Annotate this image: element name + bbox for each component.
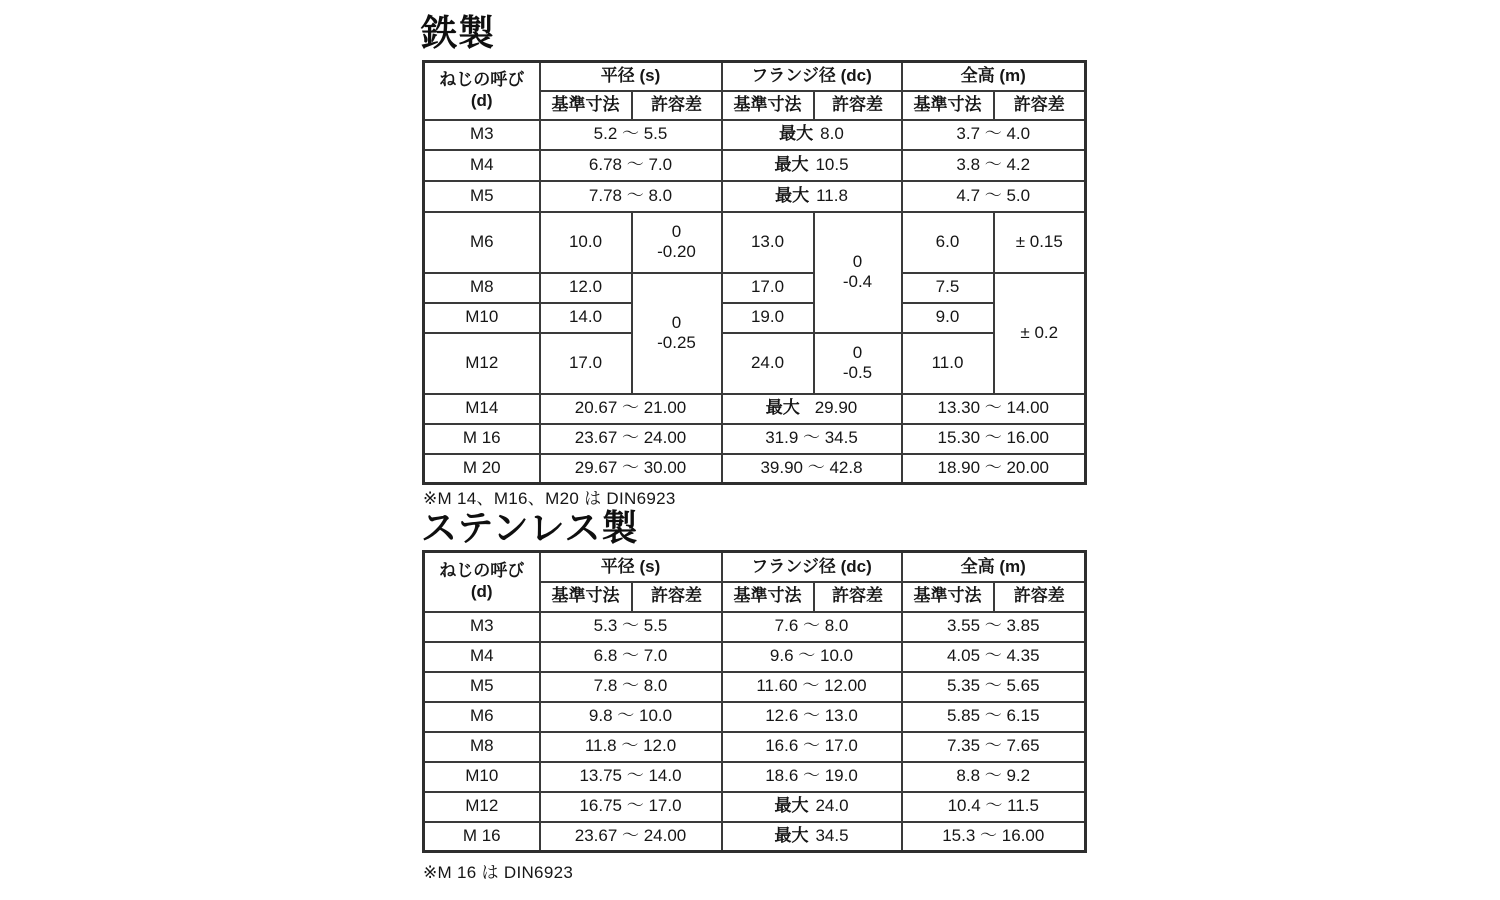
cell-s-basic: 14.0 <box>540 303 632 333</box>
cell-dc-range: 39.90 ～ 42.8 <box>722 454 902 484</box>
header-dc-tol: 許容差 <box>814 582 902 612</box>
cell-dc-range: 12.6 ～ 13.0 <box>722 702 902 732</box>
cell-thread-size: M10 <box>424 303 540 333</box>
cell-dc-range: 11.60 ～ 12.00 <box>722 672 902 702</box>
cell-thread-size: M 16 <box>424 822 540 852</box>
table-row-m8 <box>424 273 1086 303</box>
header-m-group: 全高 (m) <box>902 552 1086 582</box>
cell-dc-range: 31.9 ～ 34.5 <box>722 424 902 454</box>
header-s-basic: 基準寸法 <box>540 91 632 120</box>
cell-dc-tol-merged: 0 -0.4 <box>814 212 902 333</box>
table-row-m5 <box>424 181 1086 212</box>
cell-m-range: 5.35 ～ 5.65 <box>902 672 1086 702</box>
cell-m-range: 8.8 ～ 9.2 <box>902 762 1086 792</box>
header-dc-basic: 基準寸法 <box>722 91 814 120</box>
cell-s-range: 29.67 ～ 30.00 <box>540 454 722 484</box>
cell-dc-basic: 17.0 <box>722 273 814 303</box>
iron-header-row-1 <box>424 62 1086 91</box>
header-m-basic: 基準寸法 <box>902 582 994 612</box>
table-row-m16 <box>424 822 1086 852</box>
table-row-m10 <box>424 762 1086 792</box>
cell-s-basic: 17.0 <box>540 333 632 394</box>
cell-dc-range: 16.6 ～ 17.0 <box>722 732 902 762</box>
stainless-table <box>422 550 1087 853</box>
cell-s-range: 7.8 ～ 8.0 <box>540 672 722 702</box>
cell-thread-size: M14 <box>424 394 540 424</box>
cell-thread-size: M10 <box>424 762 540 792</box>
header-m-tol: 許容差 <box>994 91 1086 120</box>
cell-s-range: 16.75 ～ 17.0 <box>540 792 722 822</box>
table-row-m16 <box>424 424 1086 454</box>
table-row-m12 <box>424 333 1086 394</box>
cell-thread-size: M12 <box>424 333 540 394</box>
cell-dc-max: 最大 34.5 <box>722 822 902 852</box>
stainless-title: ステンレス製 <box>421 507 639 548</box>
cell-m-basic: 9.0 <box>902 303 994 333</box>
cell-s-range: 23.67 ～ 24.00 <box>540 822 722 852</box>
cell-thread-size: M 20 <box>424 454 540 484</box>
cell-thread-size: M5 <box>424 181 540 212</box>
header-thread-callout: ねじの呼び (d) <box>424 552 540 612</box>
cell-s-range: 6.8 ～ 7.0 <box>540 642 722 672</box>
cell-m-basic: 7.5 <box>902 273 994 303</box>
cell-thread-size: M8 <box>424 732 540 762</box>
cell-s-range: 9.8 ～ 10.0 <box>540 702 722 732</box>
cell-s-range: 5.3 ～ 5.5 <box>540 612 722 642</box>
cell-dc-max: 最大 11.8 <box>722 181 902 212</box>
cell-dc-max: 最大 8.0 <box>722 120 902 150</box>
cell-thread-size: M5 <box>424 672 540 702</box>
header-s-tol: 許容差 <box>632 91 722 120</box>
header-dc-basic: 基準寸法 <box>722 582 814 612</box>
header-s-tol: 許容差 <box>632 582 722 612</box>
table-row-m12 <box>424 792 1086 822</box>
cell-m-tol-merged: ± 0.2 <box>994 273 1086 394</box>
cell-thread-size: M3 <box>424 120 540 150</box>
cell-m-range: 15.30 ～ 16.00 <box>902 424 1086 454</box>
cell-thread-size: M4 <box>424 150 540 181</box>
cell-m-range: 10.4 ～ 11.5 <box>902 792 1086 822</box>
cell-dc-max: 最大 29.90 <box>722 394 902 424</box>
cell-s-range: 11.8 ～ 12.0 <box>540 732 722 762</box>
cell-m-range: 7.35 ～ 7.65 <box>902 732 1086 762</box>
cell-m-range: 3.55 ～ 3.85 <box>902 612 1086 642</box>
cell-m-range: 18.90 ～ 20.00 <box>902 454 1086 484</box>
cell-m-range: 5.85 ～ 6.15 <box>902 702 1086 732</box>
cell-dc-range: 18.6 ～ 19.0 <box>722 762 902 792</box>
cell-s-basic: 10.0 <box>540 212 632 273</box>
header-dc-group: フランジ径 (dc) <box>722 552 902 582</box>
cell-s-tol-merged: 0 -0.25 <box>632 273 722 394</box>
cell-dc-range: 7.6 ～ 8.0 <box>722 612 902 642</box>
header-m-basic: 基準寸法 <box>902 91 994 120</box>
cell-s-range: 23.67 ～ 24.00 <box>540 424 722 454</box>
table-row-m3 <box>424 120 1086 150</box>
cell-m-range: 13.30 ～ 14.00 <box>902 394 1086 424</box>
cell-thread-size: M4 <box>424 642 540 672</box>
header-m-tol: 許容差 <box>994 582 1086 612</box>
cell-s-range: 20.67 ～ 21.00 <box>540 394 722 424</box>
table-row-m3 <box>424 612 1086 642</box>
cell-dc-basic: 13.0 <box>722 212 814 273</box>
table-row-m6 <box>424 702 1086 732</box>
cell-dc-range: 9.6 ～ 10.0 <box>722 642 902 672</box>
cell-s-range: 7.78 ～ 8.0 <box>540 181 722 212</box>
header-dc-tol: 許容差 <box>814 91 902 120</box>
cell-s-range: 5.2 ～ 5.5 <box>540 120 722 150</box>
cell-m-range: 3.8 ～ 4.2 <box>902 150 1086 181</box>
cell-m-range: 4.7 ～ 5.0 <box>902 181 1086 212</box>
header-s-group: 平径 (s) <box>540 62 722 91</box>
cell-m-basic: 6.0 <box>902 212 994 273</box>
cell-m-range: 4.05 ～ 4.35 <box>902 642 1086 672</box>
cell-s-range: 13.75 ～ 14.0 <box>540 762 722 792</box>
table-row-m20 <box>424 454 1086 484</box>
cell-thread-size: M6 <box>424 702 540 732</box>
cell-thread-size: M3 <box>424 612 540 642</box>
cell-dc-basic: 19.0 <box>722 303 814 333</box>
cell-m-range: 3.7 ～ 4.0 <box>902 120 1086 150</box>
cell-s-basic: 12.0 <box>540 273 632 303</box>
cell-thread-size: M6 <box>424 212 540 273</box>
stainless-note: ※M 16 は DIN6923 <box>423 863 574 882</box>
table-row-m4 <box>424 150 1086 181</box>
cell-thread-size: M12 <box>424 792 540 822</box>
stainless-header-row-1 <box>424 552 1086 582</box>
table-row-m14 <box>424 394 1086 424</box>
iron-table <box>422 60 1087 485</box>
table-row-m5 <box>424 672 1086 702</box>
header-s-basic: 基準寸法 <box>540 582 632 612</box>
cell-thread-size: M 16 <box>424 424 540 454</box>
header-m-group: 全高 (m) <box>902 62 1086 91</box>
cell-m-basic: 11.0 <box>902 333 994 394</box>
cell-m-tol: ± 0.15 <box>994 212 1086 273</box>
cell-m-range: 15.3 ～ 16.00 <box>902 822 1086 852</box>
cell-s-range: 6.78 ～ 7.0 <box>540 150 722 181</box>
cell-dc-tol: 0 -0.5 <box>814 333 902 394</box>
header-s-group: 平径 (s) <box>540 552 722 582</box>
iron-note: ※M 14、M16、M20 は DIN6923 <box>423 489 676 508</box>
header-thread-callout: ねじの呼び (d) <box>424 62 540 120</box>
header-dc-group: フランジ径 (dc) <box>722 62 902 91</box>
table-row-m6 <box>424 212 1086 273</box>
table-row-m10 <box>424 303 1086 333</box>
cell-dc-max: 最大 10.5 <box>722 150 902 181</box>
table-row-m4 <box>424 642 1086 672</box>
cell-thread-size: M8 <box>424 273 540 303</box>
table-row-m8 <box>424 732 1086 762</box>
iron-title: 鉄製 <box>421 12 496 53</box>
cell-dc-max: 最大 24.0 <box>722 792 902 822</box>
cell-dc-basic: 24.0 <box>722 333 814 394</box>
cell-s-tol: 0 -0.20 <box>632 212 722 273</box>
